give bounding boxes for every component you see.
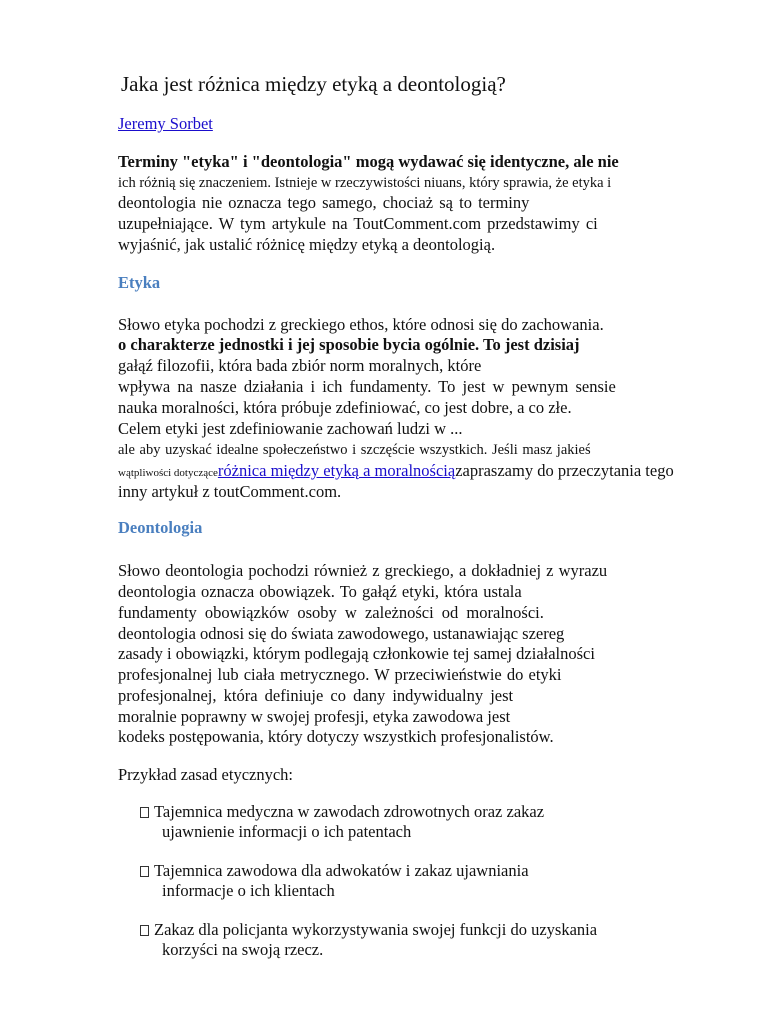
bullet-box-icon [140,807,149,818]
bullet-box-icon [140,925,149,936]
deontologia-line-8: moralnie poprawny w swojej profesji, etyka zawodowa jest [118,707,511,726]
etyka-line-5: nauka moralności, która próbuje zdefiniować, co jest dobre, a co złe. [118,398,572,417]
deontologia-line-6: profesjonalnej lub ciała metrycznego. W przeciwieństwie do etyki [118,665,562,684]
deontologia-line-2: deontologia oznacza obowiązek. To gałąź etyki, która ustala [118,582,522,601]
intro-line-5: wyjaśnić, jak ustalić różnicę między etyką a deontologią. [118,235,496,254]
list-item-continuation: informacje o ich klientach [162,881,335,900]
deontologia-line-9: kodeks postępowania, który dotyczy wszystkich profesjonalistów. [118,727,554,746]
etyka-line-9: inny artykuł z toutComment.com. [118,482,342,501]
page-title: Jaka jest różnica między etyką a deontologią? [121,72,506,96]
list-item-text: Tajemnica zawodowa dla adwokatów i zakaz ujawniania [154,861,529,880]
deontologia-line-4: deontologia odnosi się do świata zawodowego, ustanawiając szereg [118,624,565,643]
list-item-continuation: korzyści na swoją rzecz. [162,940,324,959]
list-item [140,920,597,960]
related-article-link[interactable]: różnica między etyką a moralnością [217,461,456,480]
list-item-continuation: ujawnienie informacji o ich patentach [162,822,412,841]
section-heading-etyka: Etyka [118,273,161,292]
etyka-line-8-prefix: wątpliwości dotyczące [118,467,218,479]
etyka-line-2: o charakterze jednostki i jej sposobie bycia ogólnie. To jest dzisiaj [118,335,580,354]
etyka-line-8 [118,461,674,483]
deontologia-line-5: zasady i obowiązki, którym podlegają członkowie tej samej działalności [118,644,595,663]
deontologia-line-3: fundamenty obowiązków osoby w zależności od moralności. [118,603,544,622]
intro-line-1: Terminy "etyka" i "deontologia" mogą wydawać się identyczne, ale nie [118,152,619,171]
examples-intro: Przykład zasad etycznych: [118,765,294,784]
etyka-line-3: gałąź filozofii, która bada zbiór norm moralnych, które [118,356,482,375]
deontologia-line-1: Słowo deontologia pochodzi również z greckiego, a dokładniej z wyrazu [118,561,608,580]
list-item [140,802,544,842]
bullet-box-icon [140,866,149,877]
etyka-line-6: Celem etyki jest zdefiniowanie zachowań ludzi w ... [118,419,463,438]
intro-line-3: deontologia nie oznacza tego samego, chociaż są to terminy [118,193,530,212]
section-heading-deontologia: Deontologia [118,518,203,537]
author-link[interactable]: Jeremy Sorbet [118,114,213,133]
list-item [140,861,529,901]
intro-line-4: uzupełniające. W tym artykule na ToutComment.com przedstawimy ci [118,214,598,233]
etyka-line-8-suffix: zapraszamy do przeczytania tego [455,461,674,480]
list-item-text: Tajemnica medyczna w zawodach zdrowotnych oraz zakaz [154,802,545,821]
intro-line-2: ich różnią się znaczeniem. Istnieje w rzeczywistości niuans, który sprawia, że etyka i [118,175,612,191]
etyka-line-4: wpływa na nasze działania i ich fundamenty. To jest w pewnym sensie [118,377,616,396]
etyka-line-1: Słowo etyka pochodzi z greckiego ethos, które odnosi się do zachowania. [118,315,604,334]
deontologia-line-7: profesjonalnej, która definiuje co dany indywidualny jest [118,686,514,705]
list-item-text: Zakaz dla policjanta wykorzystywania swojej funkcji do uzyskania [154,920,598,939]
etyka-line-7: ale aby uzyskać idealne społeczeństwo i szczęście wszystkich. Jeśli masz jakieś [118,442,591,458]
